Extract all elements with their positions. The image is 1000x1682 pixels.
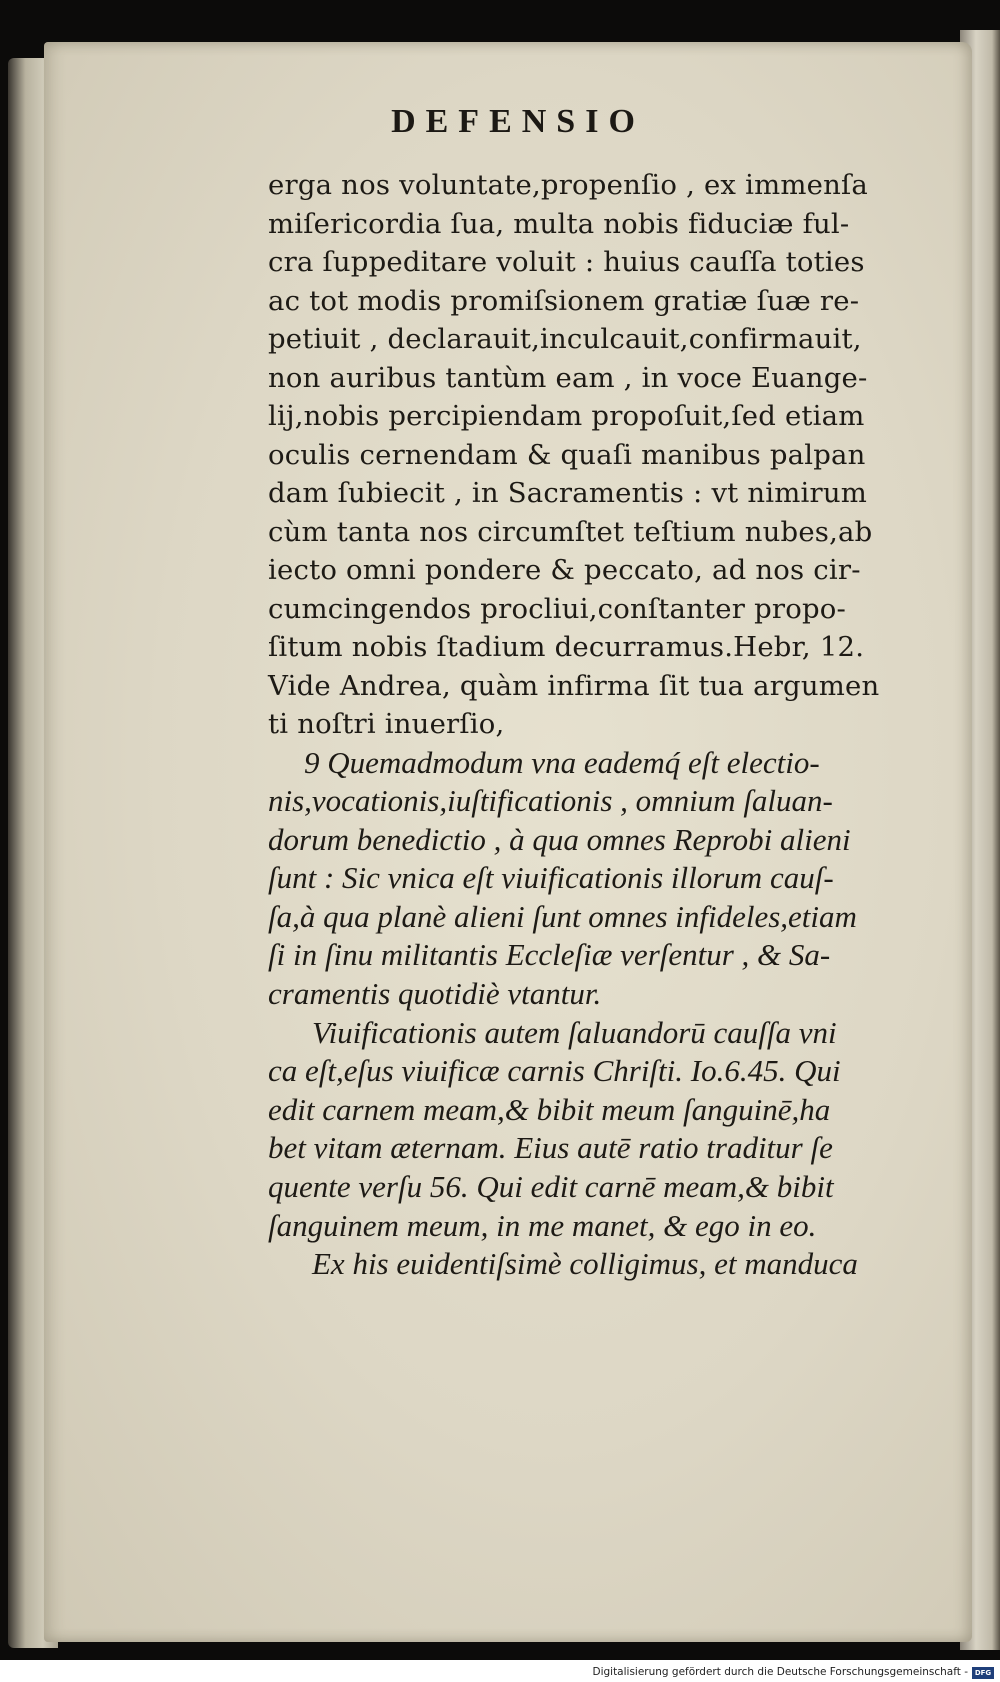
text-line-paragraph-start: Viuificationis autem ſaluandorū cauſſa vni <box>312 1014 837 1050</box>
text-line: non auribus tantùm eam , in voce Euange- <box>268 361 868 394</box>
text-line: oculis cernendam & quaſi manibus palpan <box>268 438 866 471</box>
text-line: ſi in ſinu militantis Eccleſiæ verſentur , & Sa- <box>268 937 831 973</box>
text-line: ſa,à qua planè alieni ſunt omnes infideles,etiam <box>268 898 857 934</box>
text-line-numbered: 9 Quemadmodum vna eademq́ eſt electio- <box>304 744 820 780</box>
text-line: bet vitam æternam. Eius autē ratio traditur ſe <box>268 1130 833 1166</box>
text-line: dorum benedictio , à qua omnes Reprobi alieni <box>268 821 851 857</box>
text-line: cramentis quotidiè vtantur. <box>268 976 602 1012</box>
text-line: iecto omni pondere & peccato, ad nos cir- <box>268 554 861 586</box>
roman-text-block <box>268 166 958 744</box>
text-line: ſunt : Sic vnica eſt viuificationis illorum cauſ- <box>268 860 834 896</box>
text-line: ſitum nobis ſtadium decurramus.Hebr, 12. <box>268 631 865 663</box>
text-line: nis,vocationis,iuſtificationis , omnium ſaluan- <box>268 783 833 819</box>
text-line: Vide Andrea, quàm infirma ſit tua argumen <box>268 669 880 702</box>
dfg-logo: DFG <box>972 1667 994 1679</box>
text-line: cumcingendos procliui,conſtanter propo- <box>268 592 847 625</box>
text-line: lij,nobis percipiendam propoſuit,ſed etiam <box>268 400 865 432</box>
text-line: cùm tanta nos circumſtet teſtium nubes,ab <box>268 515 873 548</box>
text-line: cra ſuppeditare voluit : huius cauſſa toties <box>268 246 865 278</box>
text-line: miſericordia ſua, multa nobis fiduciæ ful- <box>268 207 850 240</box>
italic-text-block <box>268 744 958 1284</box>
text-line: erga nos voluntate,propenſio , ex immenſa <box>268 169 868 201</box>
text-line: edit carnem meam,& bibit meum ſanguinē,ha <box>268 1091 831 1127</box>
digitization-credit-text: Digitalisierung gefördert durch die Deutsche Forschungsgemeinschaft - <box>592 1666 968 1678</box>
digitization-credit-bar <box>0 1664 1000 1681</box>
text-line: ac tot modis promiſsionem gratiæ ſuæ re- <box>268 284 860 317</box>
text-line: quente verſu 56. Qui edit carnē meam,& bibit <box>268 1169 834 1205</box>
text-line: ca eſt,eſus viuificæ carnis Chriſti. Io.6.45. Qui <box>268 1053 841 1089</box>
text-line: ti noſtri inuerſio, <box>268 708 505 740</box>
text-line: petiuit , declarauit,inculcauit,confirmauit, <box>268 323 862 355</box>
page-header: DEFENSIO <box>391 103 645 140</box>
text-line: dam ſubiecit , in Sacramentis : vt nimirum <box>268 477 868 509</box>
text-line: ſanguinem meum, in me manet, & ego in eo. <box>268 1207 817 1243</box>
text-line-paragraph-start: Ex his euidentiſsimè colligimus, et manduca <box>312 1246 858 1282</box>
page-body <box>268 166 958 1284</box>
